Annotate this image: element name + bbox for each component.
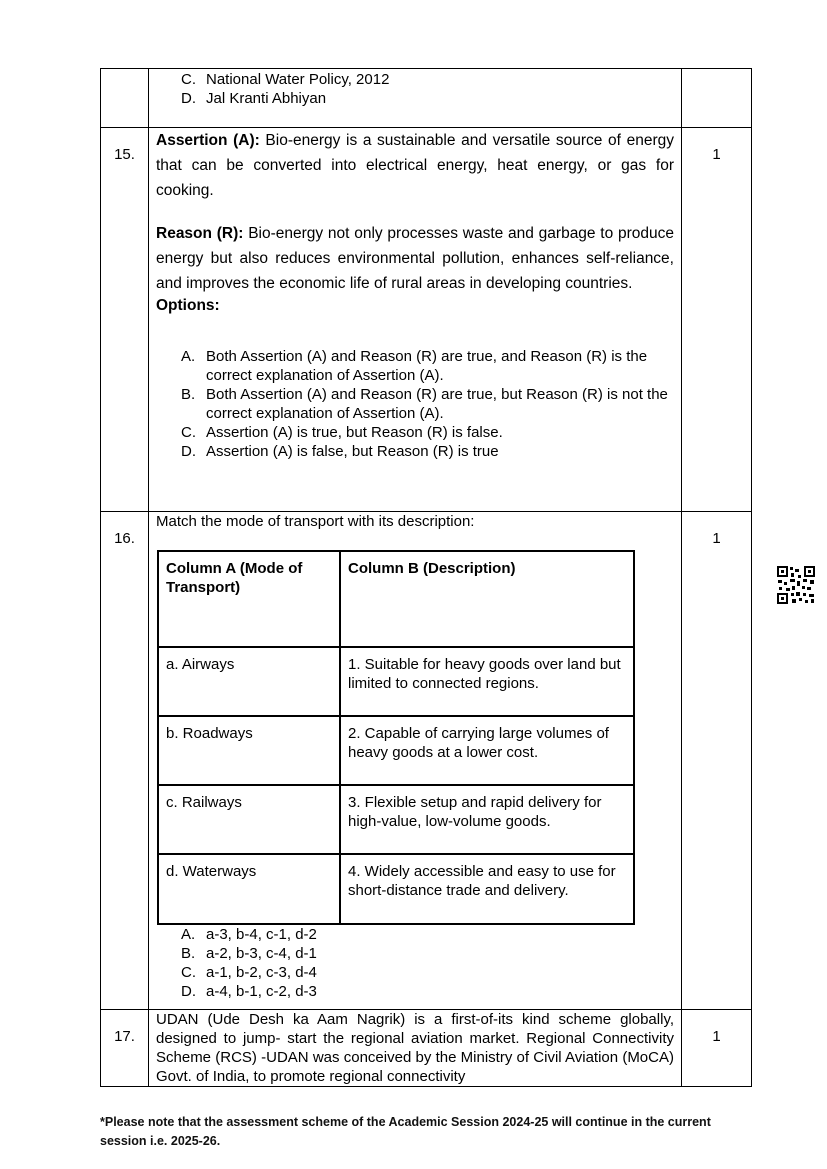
option-item: A. a-3, b-4, c-1, d-2 <box>181 926 317 943</box>
option-item: A. Both Assertion (A) and Reason (R) are true, and Reason (R) is the correct explanation of Assertion (A). <box>181 348 648 384</box>
column-a-cell: d. Waterways <box>158 854 340 924</box>
reason-label: Reason (R): <box>156 225 244 242</box>
question-row-17 <box>101 1010 752 1087</box>
option-item: B. a-2, b-3, c-4, d-1 <box>181 945 317 962</box>
option-item: D. Jal Kranti Abhiyan <box>181 90 327 107</box>
question-body-cell <box>149 512 682 1010</box>
match-prompt: Match the mode of transport with its description: <box>156 513 475 530</box>
assertion-paragraph <box>156 128 674 203</box>
question-text: UDAN (Ude Desh ka Aam Nagrik) is a first-of-its kind scheme globally, designed to jump- start the regional aviation market. Regional Connectivity Scheme (RCS) -UDAN was conceived by the Ministry of Civil Aviation (MoCA) Govt. of India, to promote regional connectivity <box>156 1011 674 1085</box>
option-list <box>156 925 674 1001</box>
match-row <box>158 785 634 854</box>
match-row <box>158 716 634 785</box>
column-b-cell: 2. Capable of carrying large volumes of heavy goods at a lower cost. <box>340 716 634 785</box>
column-a-cell: c. Railways <box>158 785 340 854</box>
question-row-16 <box>101 512 752 1010</box>
option-item: C. Assertion (A) is true, but Reason (R) is false. <box>181 424 503 441</box>
match-header-row <box>158 551 634 647</box>
question-body-cell <box>149 128 682 512</box>
match-row <box>158 647 634 716</box>
match-table <box>157 550 635 925</box>
question-row-15 <box>101 128 752 512</box>
marks: 1 <box>682 128 752 512</box>
reason-paragraph <box>156 221 674 296</box>
options-label: Options: <box>156 297 220 314</box>
option-item: B. Both Assertion (A) and Reason (R) are true, but Reason (R) is not the correct explanation of Assertion (A). <box>181 386 668 422</box>
column-b-cell: 1. Suitable for heavy goods over land but limited to connected regions. <box>340 647 634 716</box>
assertion-text: Bio-energy is a sustainable and versatile source of energy that can be converted into electrical energy, heat energy, or gas for cooking. <box>156 132 674 199</box>
assertion-label: Assertion (A): <box>156 132 260 149</box>
question-number-cell <box>101 69 149 128</box>
question-number: 15. <box>101 128 149 512</box>
option-item: D. Assertion (A) is false, but Reason (R) is true <box>181 443 499 460</box>
column-b-cell: 4. Widely accessible and easy to use for short-distance trade and delivery. <box>340 854 634 924</box>
match-row <box>158 854 634 924</box>
question-number: 17. <box>101 1010 149 1087</box>
option-item: C. National Water Policy, 2012 <box>181 71 390 88</box>
reason-text: Bio-energy not only processes waste and garbage to produce energy but also reduces environmental pollution, enhances self-reliance, and improves the economic life of rural areas in developing countries. <box>156 225 674 292</box>
marks: 1 <box>682 1010 752 1087</box>
column-a-cell: b. Roadways <box>158 716 340 785</box>
question-table <box>100 68 752 1087</box>
marks-cell <box>682 69 752 128</box>
column-a-header: Column A (Mode of Transport) <box>158 551 340 647</box>
qr-code-icon <box>776 565 816 605</box>
column-b-cell: 3. Flexible setup and rapid delivery for high-value, low-volume goods. <box>340 785 634 854</box>
column-a-cell: a. Airways <box>158 647 340 716</box>
question-row-14-tail <box>101 69 752 128</box>
question-body-cell <box>149 1010 682 1087</box>
option-list <box>156 347 674 461</box>
question-body-cell <box>149 69 682 128</box>
footer-note: *Please note that the assessment scheme of the Academic Session 2024-25 will continue in the current session i.e. 2025-26. <box>100 1115 711 1148</box>
option-item: C. a-1, b-2, c-3, d-4 <box>181 964 317 981</box>
column-b-header: Column B (Description) <box>340 551 634 647</box>
question-number: 16. <box>101 512 149 1010</box>
option-item: D. a-4, b-1, c-2, d-3 <box>181 983 317 1000</box>
marks: 1 <box>682 512 752 1010</box>
